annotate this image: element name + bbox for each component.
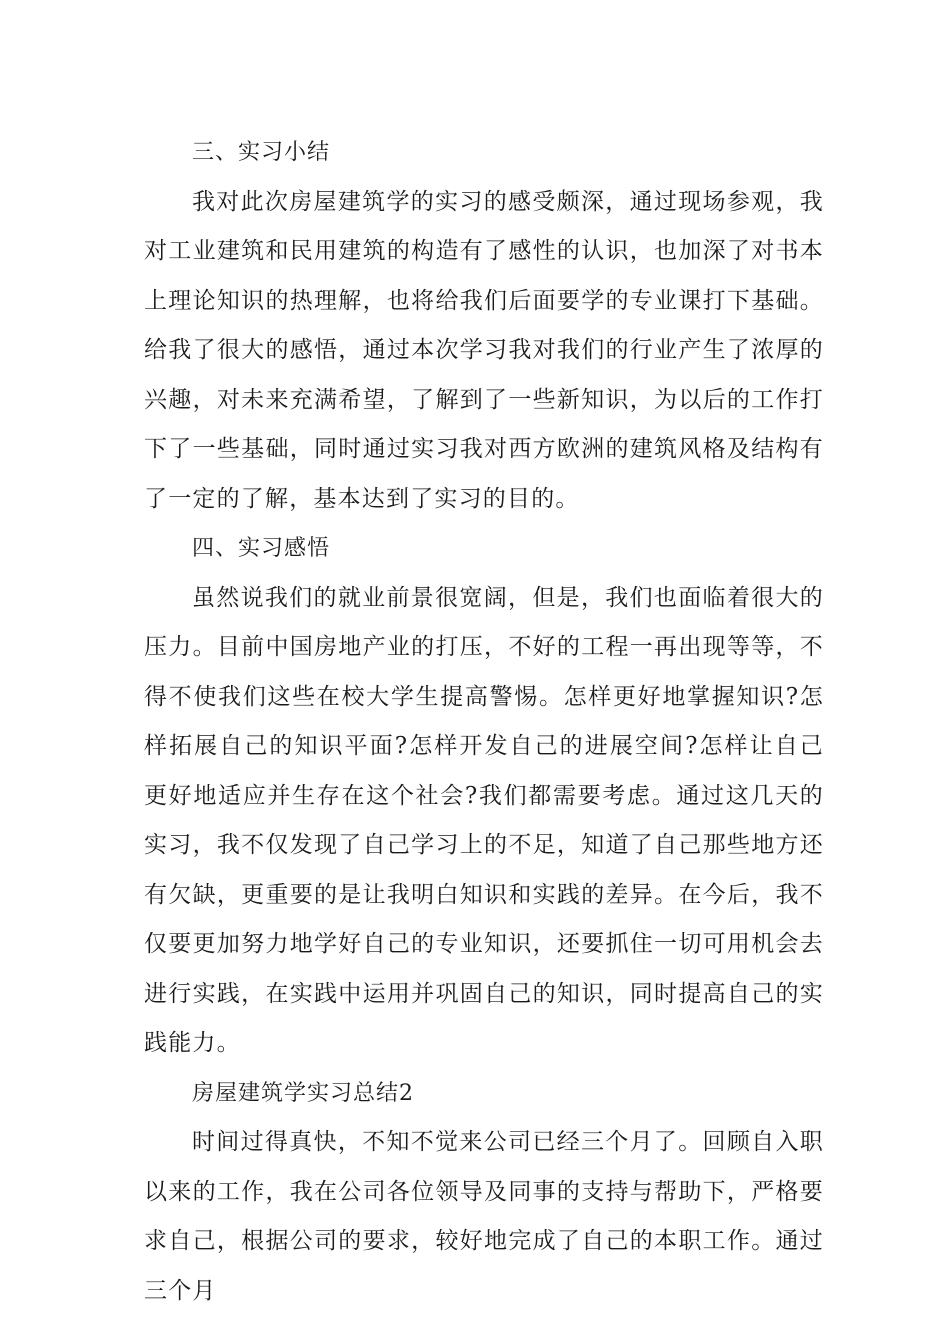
section-heading-summary-2: 房屋建筑学实习总结2	[192, 1080, 414, 1106]
summary-paragraph: 我对此次房屋建筑学的实习的感受颇深，通过现场参观，我对工业建筑和民用建筑的构造有了感性的认识，也加深了对书本上理论知识的热理解，也将给我们后面要学的专业课打下基础。给我了很大的感悟，通过本次学习我对我们的行业产生了浓厚的兴趣，对未来充满希望，了解到了一些新知识，为以后的工作打下了一些基础，同时通过实习我对西方欧洲的建筑风格及结构有了一定的了解，基本达到了实习的目的。	[144, 188, 824, 512]
document-body	[144, 128, 824, 1316]
section-heading-reflection: 四、实习感悟	[192, 536, 331, 561]
section-heading-summary: 三、实习小结	[192, 140, 331, 165]
reflection-paragraph: 虽然说我们的就业前景很宽阔，但是，我们也面临着很大的压力。目前中国房地产业的打压，不好的工程一再出现等等，不得不使我们这些在校大学生提高警惕。怎样更好地掌握知识?怎样拓展自己的知识平面?怎样开发自己的进展空间?怎样让自己更好地适应并生存在这个社会?我们都需要考虑。通过这几天的实习，我不仅发现了自己学习上的不足，知道了自己那些地方还有欠缺，更重要的是让我明白知识和实践的差异。在今后，我不仅要更加努力地学好自己的专业知识，还要抓住一切可用机会去进行实践，在实践中运用并巩固自己的知识，同时提高自己的实践能力。	[144, 584, 824, 1056]
summary-2-paragraph: 时间过得真快，不知不觉来公司已经三个月了。回顾自入职以来的工作，我在公司各位领导及同事的支持与帮助下，严格要求自己，根据公司的要求，较好地完成了自己的本职工作。通过三个月	[144, 1129, 824, 1304]
